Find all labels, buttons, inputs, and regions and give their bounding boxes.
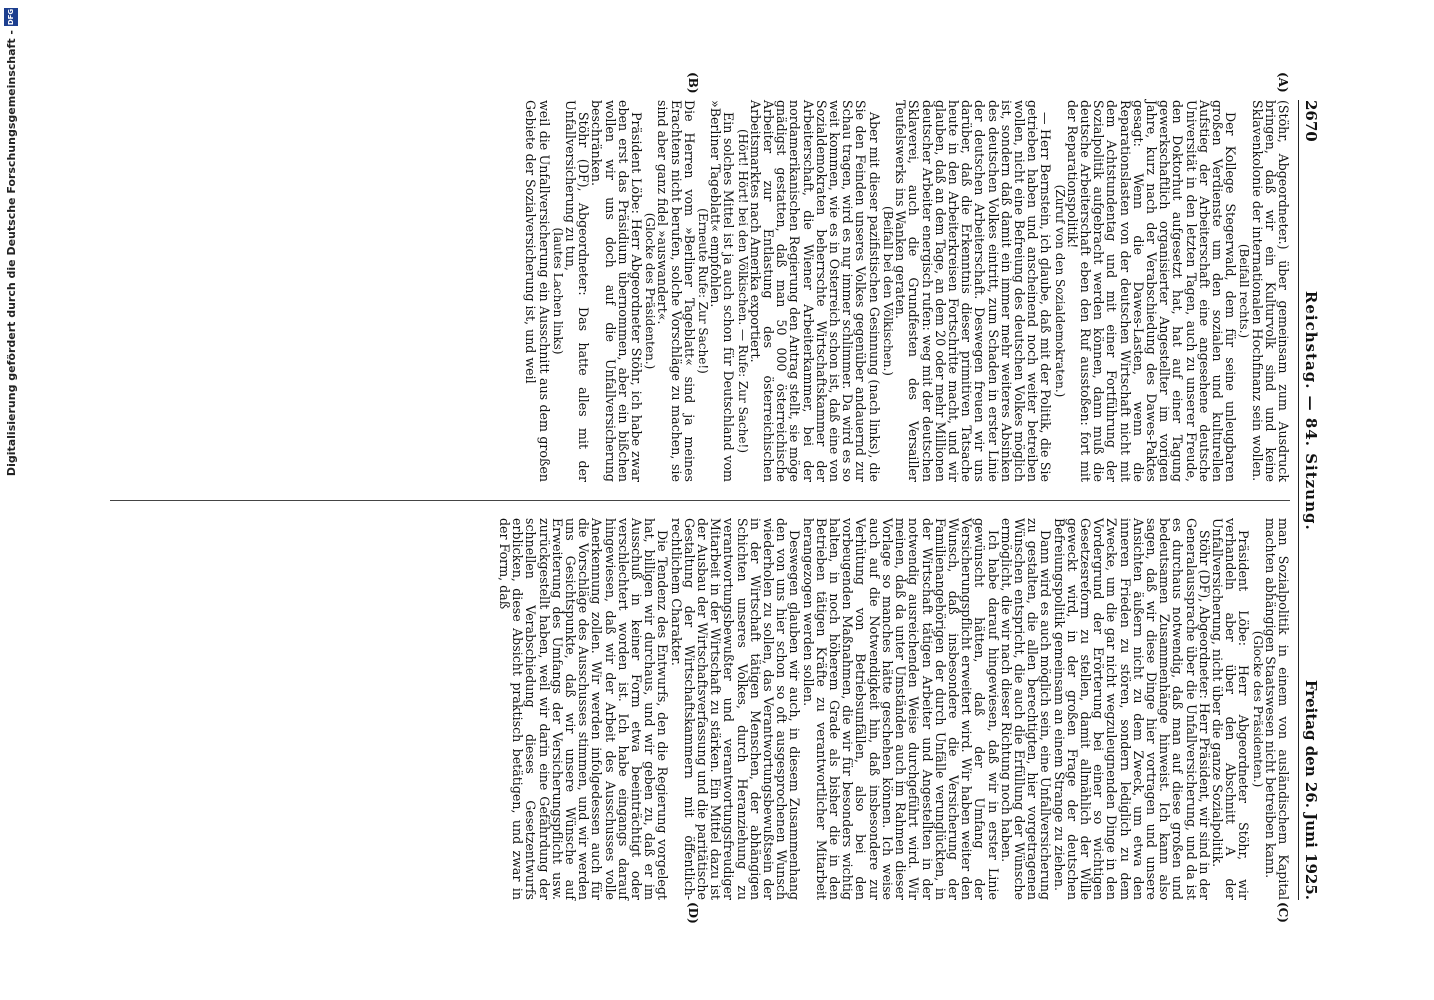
- paragraph: Deswegen glauben wir auch, in diesem Zusammenhang den von uns hier schon so oft ausgesprochenen Wunsch wiederholen zu sollen, das Verantwortungsbewußtsein der in der Wirtschaft tätigen Menschen, der abhängigen Schichten unseres Volkes, durch Heranziehung zu verantwortungsbewußter und verantwortungsfreudiger Mitarbeit in der Wirtschaft zu stärken. Ein Mittel dazu ist der Ausbau der Wirtschaftsverfassung und die paritätische Gestaltung der Wirtschaftskammern mit öffentlich-rechtlichem Charakter.: [668, 518, 803, 900]
- paragraph: Dann wird es auch möglich sein, eine Unfallversicherung zu gestalten, die allen berechtigten, hier vorgetragenen Wünschen entspricht, die auch die Erfüllung der Wünsche ermöglicht, die wir nach dieser Richtung noch haben.: [998, 518, 1054, 900]
- funding-notice: Digitalisierung gefördert durch die Deutsche Forschungsgemeinschaft -: [4, 30, 18, 477]
- margin-marker-c: (C): [1276, 902, 1290, 923]
- interjection: (Erneute Rufe: Zur Sache!): [696, 208, 711, 374]
- running-head: [1298, 100, 1320, 900]
- interjection: (Glocke des Präsidenten.): [1250, 630, 1265, 788]
- paragraph: Ein solches Mittel ist ja auch schon für Deutschland vom »Berliner Tageblatt« empfohlen.: [708, 100, 737, 482]
- paragraph: Der Kollege Stegerwald, dem für seine unleugbaren großen Verdienste um den sozialen und kulturellen Aufstieg der Arbeiterschaft eine angesehene deutsche Universität in den letzten Tagen, auch zu unserer Freude, den Doktorhut aufgesetzt hat, hat auf einer Tagung gewerkschaftlich organisierter Angestellter im vorigen Jahre, kurz nach der Verabschiedung des Dawes-Paktes gesagt: Wenn die Dawes-Lasten, wenn die Reparationslasten von der deutschen Wirtschaft nicht mit dem Achtstundentag und mit einer Fortführung der Sozialpolitik aufgebracht werden können, dann muß die deutsche Arbeiterschaft eben den Ruf ausstoßen: fort mit der Reparationspolitik!: [1064, 100, 1239, 482]
- margin-marker-a: (A): [1276, 72, 1290, 93]
- paragraph: (Stöhr, Abgeordneter.) über gemeinsam zum Ausdruck bringen, daß wir ein Kulturvolk sind und keine Sklavenkolonie der internationalen Hochfinanz sein wollen.: [1249, 100, 1291, 482]
- page-content: [110, 72, 1320, 924]
- paragraph: Präsident Löbe: Herr Abgeordneter Stöhr, wir verhandeln aber über den Abschnitt A der Unfallversicherung, nicht über die ganze Sozialpolitik.: [1209, 518, 1252, 900]
- right-column: [110, 518, 1290, 900]
- footer-strip: [0, 0, 22, 1000]
- column-divider: [110, 500, 1290, 501]
- session-date: Freitag den 26. Juni 1925.: [1302, 679, 1320, 900]
- paragraph: man Sozialpolitik in einem von ausländischem Kapital machten abhängigen Staatswesen nicht betreiben kann.: [1262, 518, 1291, 900]
- interjection: (Zuruf von den Sozialdemokraten.): [1052, 184, 1067, 398]
- interjection: (Beifall bei den Völkischen.): [880, 206, 895, 376]
- interjection: (Beifall rechts.): [1237, 243, 1252, 339]
- margin-marker-b: (B): [686, 72, 700, 94]
- interjection: (lautes Lachen links): [550, 227, 565, 355]
- paragraph: — Herr Bernstein, ich glaube, daß mit der Politik, die Sie getrieben haben und anscheinend noch weiter betreiben wollen, nicht eine Befreiung des deutschen Volkes möglich ist, sondern daß damit ein immer mehr weiteres Absinken des deutschen Volkes eintritt, zum Schaden in erster Linie der deutschen Arbeiterschaft. Deswegen freuen wir uns darüber, daß die Erkenntnis dieser primitiven Tatsache heute in den Arbeiterkreisen Fortschritte macht, und wir glauben, daß an dem Tage, an dem 20 oder mehr Millionen deutscher Arbeiter energisch rufen: weg mit der deutschen Sklaverei, auch die Grundfesten des Versailler Teufelswerks ins Wanken geraten.: [893, 100, 1054, 482]
- interjection: (Hört! Hört! bei den Völkischen. — Rufe: Zur Sache!): [735, 128, 750, 454]
- paragraph: weil die Unfallversicherung ein Ausschnitt aus dem großen Gebiete der Sozialversicherung ist, und weil: [523, 100, 552, 482]
- dfg-logo: DFG: [4, 8, 18, 26]
- interjection: (Glocke des Präsidenten.): [643, 212, 658, 370]
- footer-rotated: [0, 0, 22, 1000]
- page-body: [110, 72, 1291, 924]
- paragraph: Die Tendenz des Entwurfs, den die Regierung vorgelegt hat, billigen wir durchaus, und wir geben zu, daß er im Ausschuß in keiner Form etwa beeinträchtigt oder verschlechtert worden ist. Ich habe eingangs darauf hingewiesen, daß wir der Arbeit des Ausschusses volle Anerkennung zollen. Wir werden infolgedessen auch für die Vorschläge des Ausschusses stimmen, und wir werden uns Gesichtspunkte, daß wir unsere Wünsche auf Erweiterung des Umfangs der Versicherungspflicht usw. zurückgestellt haben, weil wir darin eine Gefährdung der schnellen Verabschiedung dieses Gesetzentwurfs erblicken, diese Absicht praktisch betätigen, und zwar in der Form, daß: [497, 518, 671, 900]
- paragraph: Präsident Löbe: Herr Abgeordneter Stöhr, ich habe zwar eben erst das Präsidium übernommen, aber ein bißchen wollen wir uns doch auf die Unfallversicherung beschränken.: [589, 100, 645, 482]
- paragraph: Stöhr (DF), Abgeordneter: Herr Präsident, wir sind in der Generalaussprache über die Unfallversicherung, und da ist es durchaus notwendig, daß man auf diese großen und bedeutsamen Zusammenhänge hinweist. Ich kann also sagen, daß wir diese Dinge hier vortragen und unsere Ansichten äußern nicht zu dem Zweck, um etwa den inneren Frieden zu stören, sondern lediglich zu dem Zwecke, um die gar nicht wegzuleugnenden Dinge in den Vordergrund der Erörterung bei einer so wichtigen Gesetzesreform zu stellen, damit allmählich der Wille geweckt wird, in der großen Frage der deutschen Befreiungspolitik gemeinsam an einem Strange zu ziehen.: [1051, 518, 1212, 900]
- page-number: 2670: [1302, 100, 1320, 142]
- paragraph: Die Herren vom »Berliner Tageblatt« sind ja meines Erachtens nicht berufen, solche Vorschläge zu machen, sie sind aber ganz fidel »auswandert«.: [655, 100, 697, 482]
- margin-marker-d: (D): [686, 902, 700, 924]
- paragraph: Aber mit dieser pazifistischen Gesinnung (nach links), die Sie den Feinden unseres Volkes gegenüber andauernd zur Schau tragen, wird es nur immer schlimmer. Da wird es so weit kommen, wie es in Österreich schon ist, daß eine von Sozialdemokraten beherrschte Wirtschaftskammer der Arbeiterschaft, die Wiener Arbeiterkammer, bei der nordamerikanischen Regierung den Antrag stellt, sie möge gnädigst gestatten, daß man 50 000 österreichische Arbeiter zur Entlastung des österreichischen Arbeitsmarktes nach Amerika exportiert.: [747, 100, 882, 482]
- paragraph: Ich habe darauf hingewiesen, daß wir in erster Linie gewünscht hätten, daß der Umfang der Versicherungspflicht erweitert wird. Wir haben weiter den Wunsch, daß insbesondere die Versicherung der Familienangehörigen der durch Unfälle verunglückten, in der Wirtschaft tätigen Arbeiter und Angestellten in der notwendig ausreichenden Weise durchgeführt wird. Wir meinen, daß da unter Umständen auch im Rahmen dieser Vorlage so manches hätte geschehen können. Ich weise auch auf die Notwendigkeit hin, daß insbesondere zur Verhütung von Betriebsunfällen, also bei den vorbeugenden Maßnahmen, die wir für besonders wichtig halten, in noch höherem Grade als bisher die in den Betrieben tätigen Kräfte zu verantwortlicher Mitarbeit herangezogen werden sollen.: [800, 518, 1001, 900]
- paragraph: Stöhr (DF), Abgeordneter: Das hatte alles mit der Unfallversicherung zu tun,: [563, 100, 592, 482]
- left-column: [110, 100, 1290, 482]
- session-title: Reichstag. — 84. Sitzung.: [1302, 290, 1320, 531]
